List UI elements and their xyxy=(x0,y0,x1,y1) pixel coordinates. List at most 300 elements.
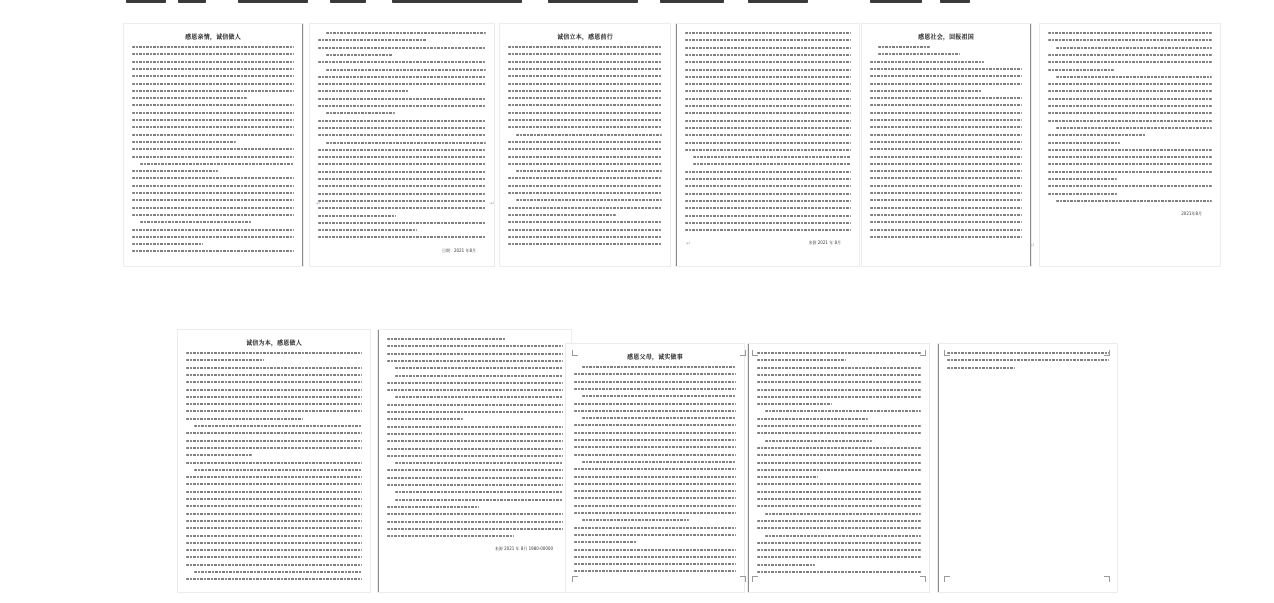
crop-mark xyxy=(740,576,746,582)
text-line xyxy=(132,199,294,201)
text-line xyxy=(186,374,362,376)
text-line xyxy=(318,236,486,238)
text-line xyxy=(387,448,563,450)
text-line xyxy=(582,366,736,368)
paragraph-mark-icon: ↵ xyxy=(1030,242,1036,249)
document-page-thumbnail[interactable] xyxy=(566,344,744,592)
text-line xyxy=(757,425,921,427)
text-line xyxy=(870,83,1022,85)
text-line xyxy=(508,148,662,150)
text-line xyxy=(318,39,427,41)
text-line xyxy=(1048,171,1212,173)
text-line xyxy=(685,215,851,217)
text-line xyxy=(186,498,362,500)
text-line xyxy=(1056,76,1212,78)
text-line xyxy=(186,454,252,456)
text-line xyxy=(757,381,921,383)
text-line xyxy=(132,141,236,143)
text-line xyxy=(685,83,851,85)
text-line xyxy=(685,76,851,78)
text-line xyxy=(140,163,294,165)
crop-mark xyxy=(752,350,758,356)
text-line xyxy=(685,207,851,209)
text-line xyxy=(132,185,294,187)
text-line xyxy=(186,396,362,398)
text-line xyxy=(318,178,486,180)
text-line xyxy=(757,527,921,529)
text-line xyxy=(1048,61,1212,63)
text-line xyxy=(508,61,662,63)
text-line xyxy=(870,214,1022,216)
crop-mark xyxy=(572,350,578,356)
text-line xyxy=(387,411,563,413)
text-line xyxy=(870,68,1022,70)
text-line xyxy=(132,207,294,209)
text-line xyxy=(132,112,294,114)
text-line xyxy=(574,373,736,375)
text-line xyxy=(508,75,662,77)
crop-mark xyxy=(920,576,926,582)
text-line xyxy=(387,426,563,428)
text-line xyxy=(508,243,662,245)
text-line xyxy=(318,193,486,195)
text-line xyxy=(757,483,921,485)
text-line xyxy=(757,462,921,464)
document-page-thumbnail[interactable] xyxy=(862,24,1031,266)
text-line xyxy=(132,156,294,158)
text-line xyxy=(685,134,851,136)
crop-mark xyxy=(1104,576,1110,582)
text-line xyxy=(387,353,563,355)
text-line xyxy=(186,462,362,464)
text-line xyxy=(186,542,362,544)
text-line xyxy=(318,76,486,78)
text-line xyxy=(574,424,736,426)
text-line xyxy=(685,105,851,107)
text-line xyxy=(186,418,303,420)
text-line xyxy=(685,222,851,224)
text-line xyxy=(186,513,362,515)
text-line xyxy=(1048,39,1212,41)
text-line xyxy=(870,141,1022,143)
text-line xyxy=(870,185,1022,187)
text-line xyxy=(508,163,662,165)
text-line xyxy=(685,142,851,144)
text-line xyxy=(318,200,486,202)
text-line xyxy=(387,440,563,442)
text-line xyxy=(186,483,362,485)
text-line xyxy=(132,68,294,70)
text-line xyxy=(318,171,486,173)
text-line xyxy=(685,39,851,41)
text-line xyxy=(870,61,984,63)
text-line xyxy=(508,156,662,158)
text-line xyxy=(757,389,921,391)
text-line xyxy=(870,170,1022,172)
text-line xyxy=(186,556,362,558)
text-line xyxy=(318,149,486,151)
text-line xyxy=(387,469,563,471)
text-line xyxy=(387,418,463,420)
text-line xyxy=(508,177,662,179)
text-line xyxy=(318,215,396,217)
text-line xyxy=(870,163,1022,165)
crop-mark xyxy=(920,350,926,356)
text-line xyxy=(186,432,362,434)
text-line xyxy=(685,200,851,202)
text-line xyxy=(186,381,362,383)
text-line xyxy=(508,104,662,106)
text-line xyxy=(870,229,1022,231)
text-line xyxy=(318,47,486,49)
text-line xyxy=(757,556,921,558)
document-page-thumbnail[interactable] xyxy=(378,330,571,592)
paragraph-mark-icon: ↵ xyxy=(490,200,496,207)
document-page-thumbnail[interactable] xyxy=(310,24,494,266)
text-line xyxy=(1056,200,1212,202)
text-line xyxy=(574,534,736,536)
text-line xyxy=(395,499,563,501)
text-line xyxy=(685,47,851,49)
text-line xyxy=(508,207,662,209)
text-line xyxy=(508,229,662,231)
text-line xyxy=(1048,193,1118,195)
text-line xyxy=(574,497,736,499)
text-line xyxy=(326,32,486,34)
text-line xyxy=(1048,83,1212,85)
text-line xyxy=(387,404,563,406)
text-line xyxy=(318,163,486,165)
text-line xyxy=(757,491,921,493)
text-line xyxy=(186,359,264,361)
text-line xyxy=(508,221,662,223)
text-line xyxy=(574,468,736,470)
text-line xyxy=(574,388,736,390)
text-line xyxy=(685,54,851,56)
text-line xyxy=(574,563,736,565)
text-line xyxy=(508,141,662,143)
text-line xyxy=(387,506,479,508)
text-line xyxy=(685,90,851,92)
text-line xyxy=(870,134,1022,136)
text-line xyxy=(387,521,563,523)
text-line xyxy=(318,127,486,129)
text-line xyxy=(870,119,1022,121)
text-line xyxy=(757,374,921,376)
page-title: 感恩亲情，诚信做人 xyxy=(185,34,241,41)
text-line xyxy=(1048,149,1212,151)
text-line xyxy=(870,148,1022,150)
text-line xyxy=(757,447,921,449)
text-line xyxy=(1048,105,1212,107)
text-line xyxy=(132,90,294,92)
text-line xyxy=(387,513,563,515)
text-line xyxy=(132,236,294,238)
text-line xyxy=(878,53,960,55)
text-line xyxy=(186,535,362,537)
text-line xyxy=(574,410,736,412)
text-line xyxy=(870,112,1022,114)
text-line xyxy=(395,367,563,369)
text-line xyxy=(870,207,1022,209)
text-line xyxy=(757,454,921,456)
text-line xyxy=(947,367,1015,369)
text-line xyxy=(318,207,486,209)
page-footer-date: 日期：2021 年8月 xyxy=(442,247,476,253)
text-line xyxy=(870,236,1022,238)
text-line xyxy=(387,535,514,537)
text-line xyxy=(757,403,832,405)
text-line xyxy=(1048,112,1212,114)
text-line xyxy=(318,105,486,107)
text-line xyxy=(574,527,736,529)
text-line xyxy=(194,425,362,427)
text-line xyxy=(132,192,294,194)
text-line xyxy=(947,359,1109,361)
text-line xyxy=(685,127,851,129)
text-line xyxy=(326,142,486,144)
text-line xyxy=(132,83,294,85)
text-line xyxy=(574,556,736,558)
text-line xyxy=(395,491,563,493)
text-line xyxy=(508,192,662,194)
text-line xyxy=(186,527,362,529)
text-line xyxy=(582,461,736,463)
text-line xyxy=(757,367,921,369)
text-line xyxy=(318,120,486,122)
document-page-thumbnail[interactable] xyxy=(500,24,670,266)
text-line xyxy=(685,120,851,122)
document-page-thumbnail[interactable] xyxy=(178,330,370,592)
text-line xyxy=(387,455,563,457)
text-line xyxy=(132,104,294,106)
text-line xyxy=(318,134,486,136)
text-line xyxy=(132,97,247,99)
text-line xyxy=(387,389,563,391)
text-line xyxy=(132,177,294,179)
text-line xyxy=(508,83,662,85)
text-line xyxy=(582,417,736,419)
text-line xyxy=(508,119,662,121)
text-line xyxy=(318,98,486,100)
text-line xyxy=(508,126,662,128)
text-line xyxy=(574,541,637,543)
text-line xyxy=(387,382,563,384)
text-line xyxy=(574,490,736,492)
text-line xyxy=(395,462,563,464)
text-line xyxy=(186,578,362,580)
text-line xyxy=(574,476,736,478)
text-line xyxy=(318,90,409,92)
text-line xyxy=(757,359,846,361)
text-line xyxy=(516,170,662,172)
text-line xyxy=(574,505,736,507)
text-line xyxy=(685,178,851,180)
text-line xyxy=(685,112,851,114)
text-line xyxy=(186,505,362,507)
text-line xyxy=(878,46,930,48)
text-line xyxy=(387,360,563,362)
text-line xyxy=(186,389,362,391)
text-line xyxy=(757,571,921,573)
text-line xyxy=(318,229,417,231)
text-line xyxy=(132,134,294,136)
crop-mark xyxy=(572,576,578,582)
text-line xyxy=(870,104,1022,106)
text-line xyxy=(516,199,662,201)
text-line xyxy=(574,483,736,485)
text-line xyxy=(870,192,1022,194)
text-line xyxy=(757,549,921,551)
text-line xyxy=(1048,32,1212,34)
text-line xyxy=(186,440,362,442)
text-line xyxy=(387,338,506,340)
text-line xyxy=(508,46,662,48)
text-line xyxy=(326,112,395,114)
text-line xyxy=(1048,98,1212,100)
page-title: 诚信立本，感恩前行 xyxy=(557,34,613,41)
text-line xyxy=(685,193,851,195)
text-line xyxy=(387,477,563,479)
text-line xyxy=(387,484,563,486)
text-line xyxy=(318,185,486,187)
text-line xyxy=(574,454,736,456)
previous-row-edge xyxy=(0,0,1274,5)
text-line xyxy=(186,491,362,493)
text-line xyxy=(140,221,252,223)
text-line xyxy=(132,53,294,55)
text-line xyxy=(1056,47,1212,49)
text-line xyxy=(757,542,921,544)
text-line xyxy=(685,229,851,231)
text-line xyxy=(508,112,662,114)
text-line xyxy=(1048,178,1117,180)
text-line xyxy=(508,97,662,99)
text-line xyxy=(186,410,362,412)
text-line xyxy=(1048,90,1212,92)
page-title: 感恩父母，诚实做事 xyxy=(627,354,683,361)
text-line xyxy=(757,469,921,471)
document-page-thumbnail[interactable] xyxy=(748,344,929,592)
text-line xyxy=(693,163,851,165)
text-line xyxy=(326,69,486,71)
text-line xyxy=(132,229,294,231)
paragraph-mark-icon: ↵ xyxy=(316,200,322,207)
text-line xyxy=(395,396,563,398)
text-line xyxy=(508,90,662,92)
text-line xyxy=(318,156,486,158)
text-line xyxy=(1048,54,1212,56)
text-line xyxy=(186,367,362,369)
text-line xyxy=(387,433,563,435)
text-line xyxy=(582,519,689,521)
text-line xyxy=(132,214,294,216)
text-line xyxy=(132,148,294,150)
page-footer-date: 来源 2021 年 8月 xyxy=(808,240,841,246)
text-line xyxy=(1048,156,1212,158)
text-line xyxy=(1048,120,1212,122)
text-line xyxy=(870,90,982,92)
text-line xyxy=(508,53,662,55)
text-line xyxy=(757,476,818,478)
text-line xyxy=(870,75,1022,77)
crop-mark xyxy=(944,576,950,582)
text-line xyxy=(132,243,203,245)
text-line xyxy=(685,69,851,71)
text-line xyxy=(685,61,851,63)
text-line xyxy=(574,439,736,441)
text-line xyxy=(685,171,851,173)
text-line xyxy=(1048,185,1212,187)
text-line xyxy=(765,535,921,537)
text-line xyxy=(870,221,1022,223)
text-line xyxy=(685,32,851,34)
text-line xyxy=(318,222,486,224)
document-page-thumbnail[interactable] xyxy=(124,24,303,266)
text-line xyxy=(194,571,362,573)
text-line xyxy=(387,345,563,347)
text-line xyxy=(1048,69,1114,71)
text-line xyxy=(574,570,736,572)
text-line xyxy=(574,432,736,434)
document-page-thumbnail[interactable] xyxy=(1040,24,1220,266)
text-line xyxy=(693,156,851,158)
text-line xyxy=(186,520,362,522)
crop-mark xyxy=(944,350,950,356)
crop-mark xyxy=(740,350,746,356)
text-line xyxy=(508,185,662,187)
text-line xyxy=(508,68,662,70)
text-line xyxy=(574,403,736,405)
text-line xyxy=(326,54,393,56)
text-line xyxy=(132,75,294,77)
document-page-thumbnail[interactable] xyxy=(938,344,1117,592)
text-line xyxy=(757,498,921,500)
text-line xyxy=(757,418,868,420)
text-line xyxy=(582,395,736,397)
text-line xyxy=(870,126,1022,128)
document-page-thumbnail[interactable] xyxy=(676,24,859,266)
text-line xyxy=(947,352,1109,354)
text-line xyxy=(508,214,616,216)
text-line xyxy=(574,512,736,514)
text-line xyxy=(685,98,851,100)
page-title: 感恩社会，回报祖国 xyxy=(918,34,974,41)
text-line xyxy=(685,185,851,187)
text-line xyxy=(574,549,736,551)
text-line xyxy=(574,381,736,383)
text-line xyxy=(186,352,362,354)
text-line xyxy=(765,410,921,412)
crop-mark xyxy=(752,576,758,582)
text-line xyxy=(132,61,294,63)
text-line xyxy=(132,119,294,121)
text-line xyxy=(765,440,872,442)
text-line xyxy=(132,126,294,128)
text-line xyxy=(508,236,662,238)
text-line xyxy=(132,46,294,48)
text-line xyxy=(870,199,1022,201)
text-line xyxy=(1048,134,1146,136)
text-line xyxy=(186,403,362,405)
text-line xyxy=(757,432,921,434)
text-line xyxy=(1048,163,1212,165)
text-line xyxy=(870,177,1022,179)
text-line xyxy=(387,528,563,530)
text-line xyxy=(318,61,486,63)
page-title: 诚信为本，感恩做人 xyxy=(246,340,302,347)
paragraph-mark-icon: ↵ xyxy=(686,240,692,247)
